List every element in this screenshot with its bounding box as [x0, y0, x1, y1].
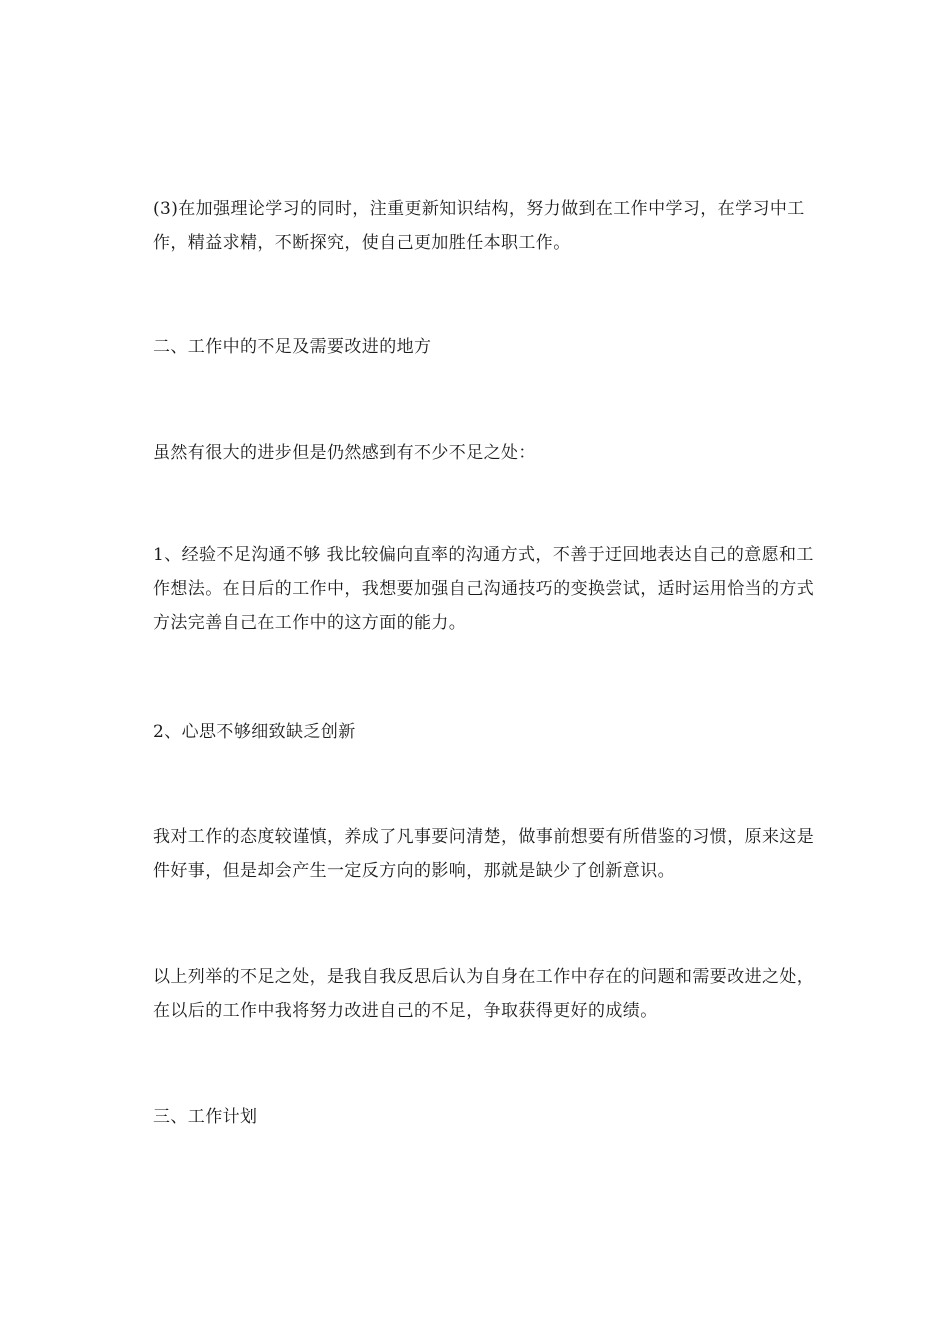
paragraph-intro: 虽然有很大的进步但是仍然感到有不少不足之处： — [153, 443, 536, 463]
subheading-item-2: 2、心思不够细致缺乏创新 — [153, 722, 356, 742]
paragraph-item-2-body: 我对工作的态度较谨慎，养成了凡事要问清楚，做事前想要有所借鉴的习惯，原来这是件好事，但是却会产生一定反方向的影响，那就是缺少了创新意识。 — [153, 827, 815, 881]
paragraph-learning-3: (3)在加强理论学习的同时，注重更新知识结构，努力做到在工作中学习，在学习中工作，精益求精，不断探究，使自己更加胜任本职工作。 — [153, 199, 805, 253]
section-heading-2: 二、工作中的不足及需要改进的地方 — [153, 337, 432, 357]
section-heading-3: 三、工作计划 — [153, 1107, 258, 1127]
paragraph-item-1: 1、经验不足沟通不够 我比较偏向直率的沟通方式，不善于迂回地表达自己的意愿和工作想法。在日后的工作中，我想要加强自己沟通技巧的变换尝试，适时运用恰当的方式方法完善自己在工作中的这方面的能力。 — [153, 545, 815, 633]
paragraph-summary: 以上列举的不足之处，是我自我反思后认为自身在工作中存在的问题和需要改进之处，在以后的工作中我将努力改进自己的不足，争取获得更好的成绩。 — [153, 967, 815, 1021]
